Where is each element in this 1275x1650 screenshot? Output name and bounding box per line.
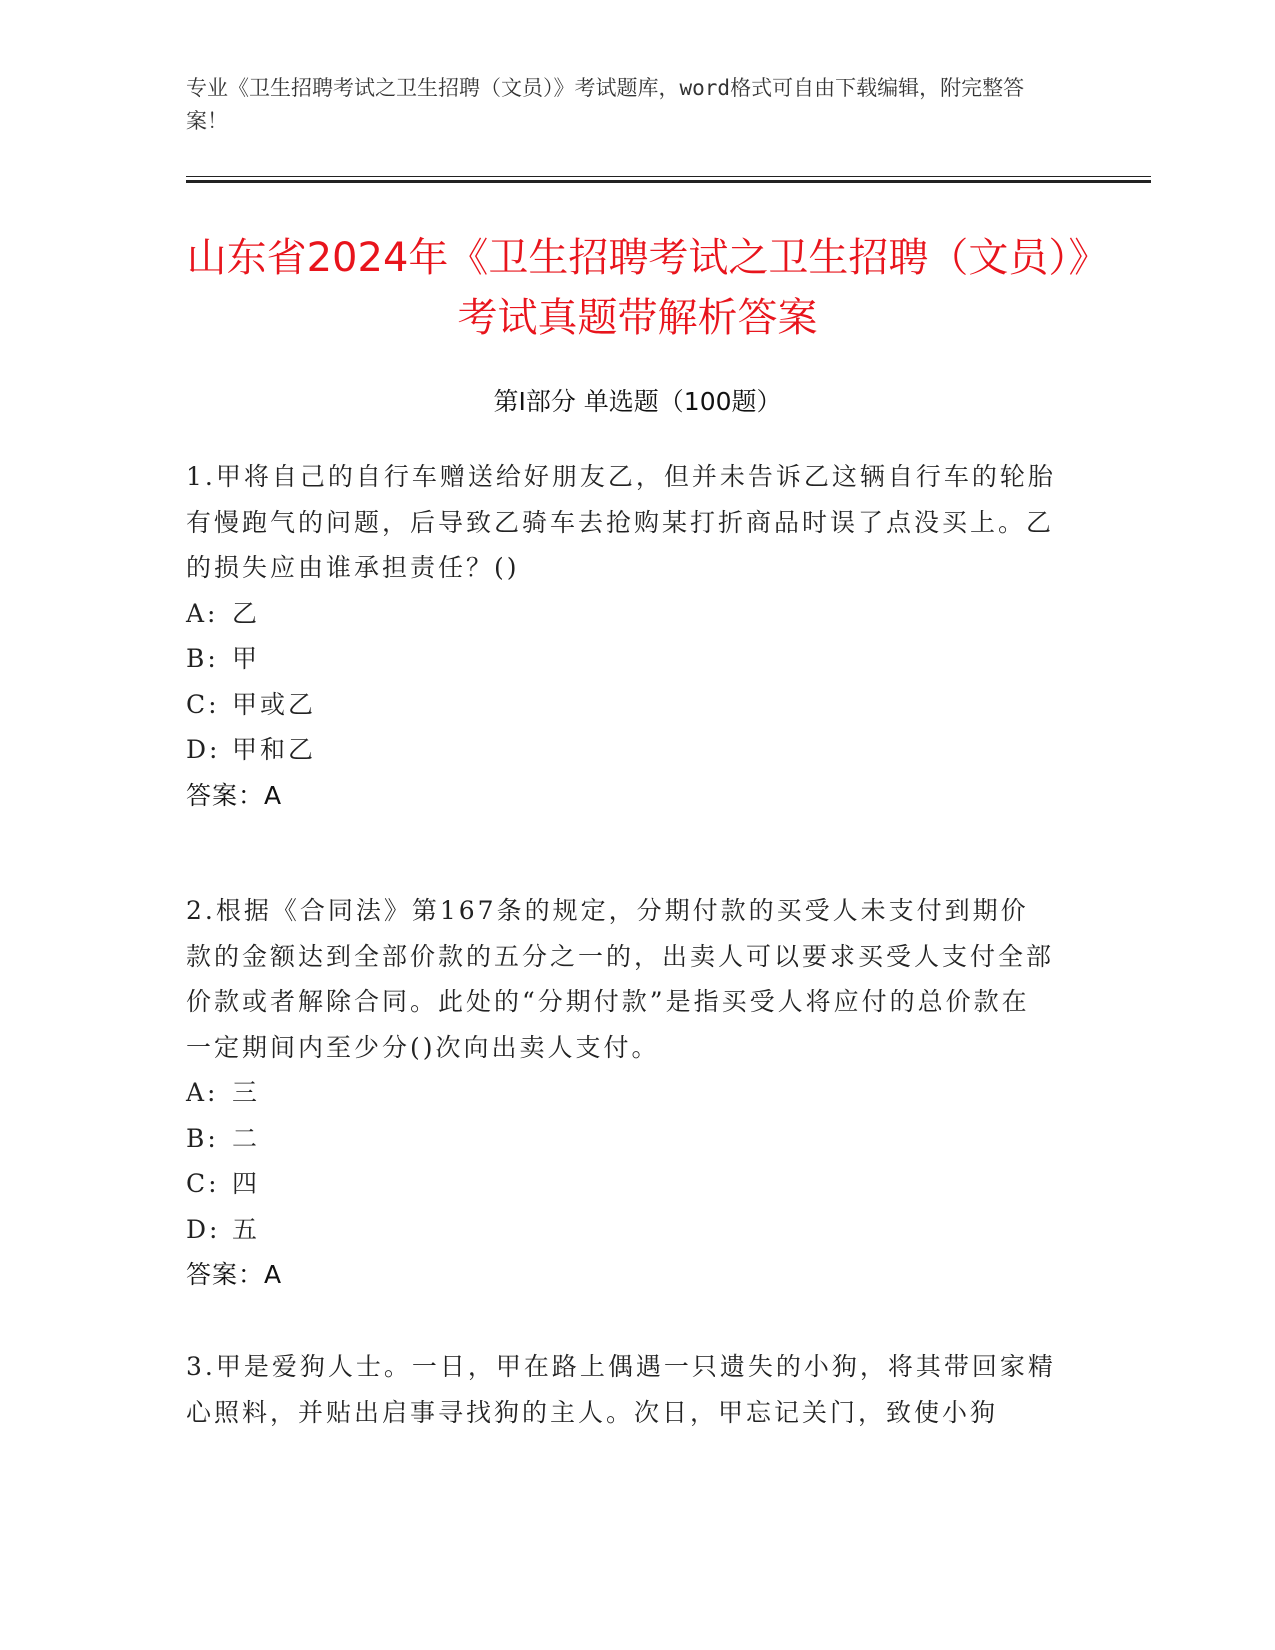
- option-text: 三: [232, 1078, 261, 1107]
- header-divider-thin: [186, 176, 1151, 177]
- header-note: 专业《卫生招聘考试之卫生招聘（文员）》考试题库，word格式可自由下载编辑，附完整答案！: [186, 76, 1025, 133]
- option-text: 乙: [232, 598, 261, 628]
- option-text: 甲和乙: [232, 735, 317, 764]
- option-letter: D:: [186, 735, 221, 764]
- option-b: [186, 1116, 1056, 1162]
- option-d: [186, 727, 1056, 773]
- question-3: [186, 1344, 1056, 1435]
- question-1: [186, 454, 1056, 818]
- option-a: [186, 1070, 1056, 1116]
- option-b: [186, 636, 1056, 682]
- header-divider-thick: [186, 180, 1151, 183]
- option-c: [186, 682, 1056, 728]
- question-stem: 1.甲将自己的自行车赠送给好朋友乙，但并未告诉乙这辆自行车的轮胎有慢跑气的问题，后导致乙骑车去抢购某打折商品时误了点没买上。乙的损失应由谁承担责任？(): [186, 462, 1056, 582]
- option-text: 甲或乙: [232, 689, 317, 719]
- option-d: [186, 1207, 1056, 1253]
- option-text: 五: [232, 1214, 261, 1244]
- document-title: 山东省2024年《卫生招聘考试之卫生招聘（文员）》考试真题带解析答案: [186, 235, 1089, 341]
- answer: 答案：A: [186, 1260, 283, 1289]
- option-letter: C:: [186, 1169, 220, 1198]
- option-letter: A:: [186, 598, 219, 628]
- option-text: 二: [232, 1123, 261, 1153]
- option-letter: A:: [186, 1078, 219, 1107]
- answer: 答案：A: [186, 780, 283, 810]
- option-text: 甲: [232, 644, 261, 673]
- option-letter: D:: [186, 1214, 221, 1244]
- option-a: [186, 591, 1056, 637]
- option-letter: C:: [186, 689, 220, 719]
- option-c: [186, 1161, 1056, 1207]
- option-letter: B:: [186, 644, 219, 673]
- option-letter: B:: [186, 1123, 219, 1153]
- question-2: [186, 888, 1056, 1298]
- option-text: 四: [232, 1169, 261, 1198]
- section-title: 第Ⅰ部分 单选题（100题）: [493, 387, 782, 416]
- question-stem: 2.根据《合同法》第167条的规定，分期付款的买受人未支付到期价款的金额达到全部价款的五分之一的，出卖人可以要求买受人支付全部价款或者解除合同。此处的“分期付款”是指买受人将应付的总价款在一定期间内至少分()次向出卖人支付。: [186, 896, 1055, 1062]
- question-stem: 3.甲是爱狗人士。一日，甲在路上偶遇一只遗失的小狗，将其带回家精心照料，并贴出启事寻找狗的主人。次日，甲忘记关门，致使小狗: [186, 1352, 1056, 1427]
